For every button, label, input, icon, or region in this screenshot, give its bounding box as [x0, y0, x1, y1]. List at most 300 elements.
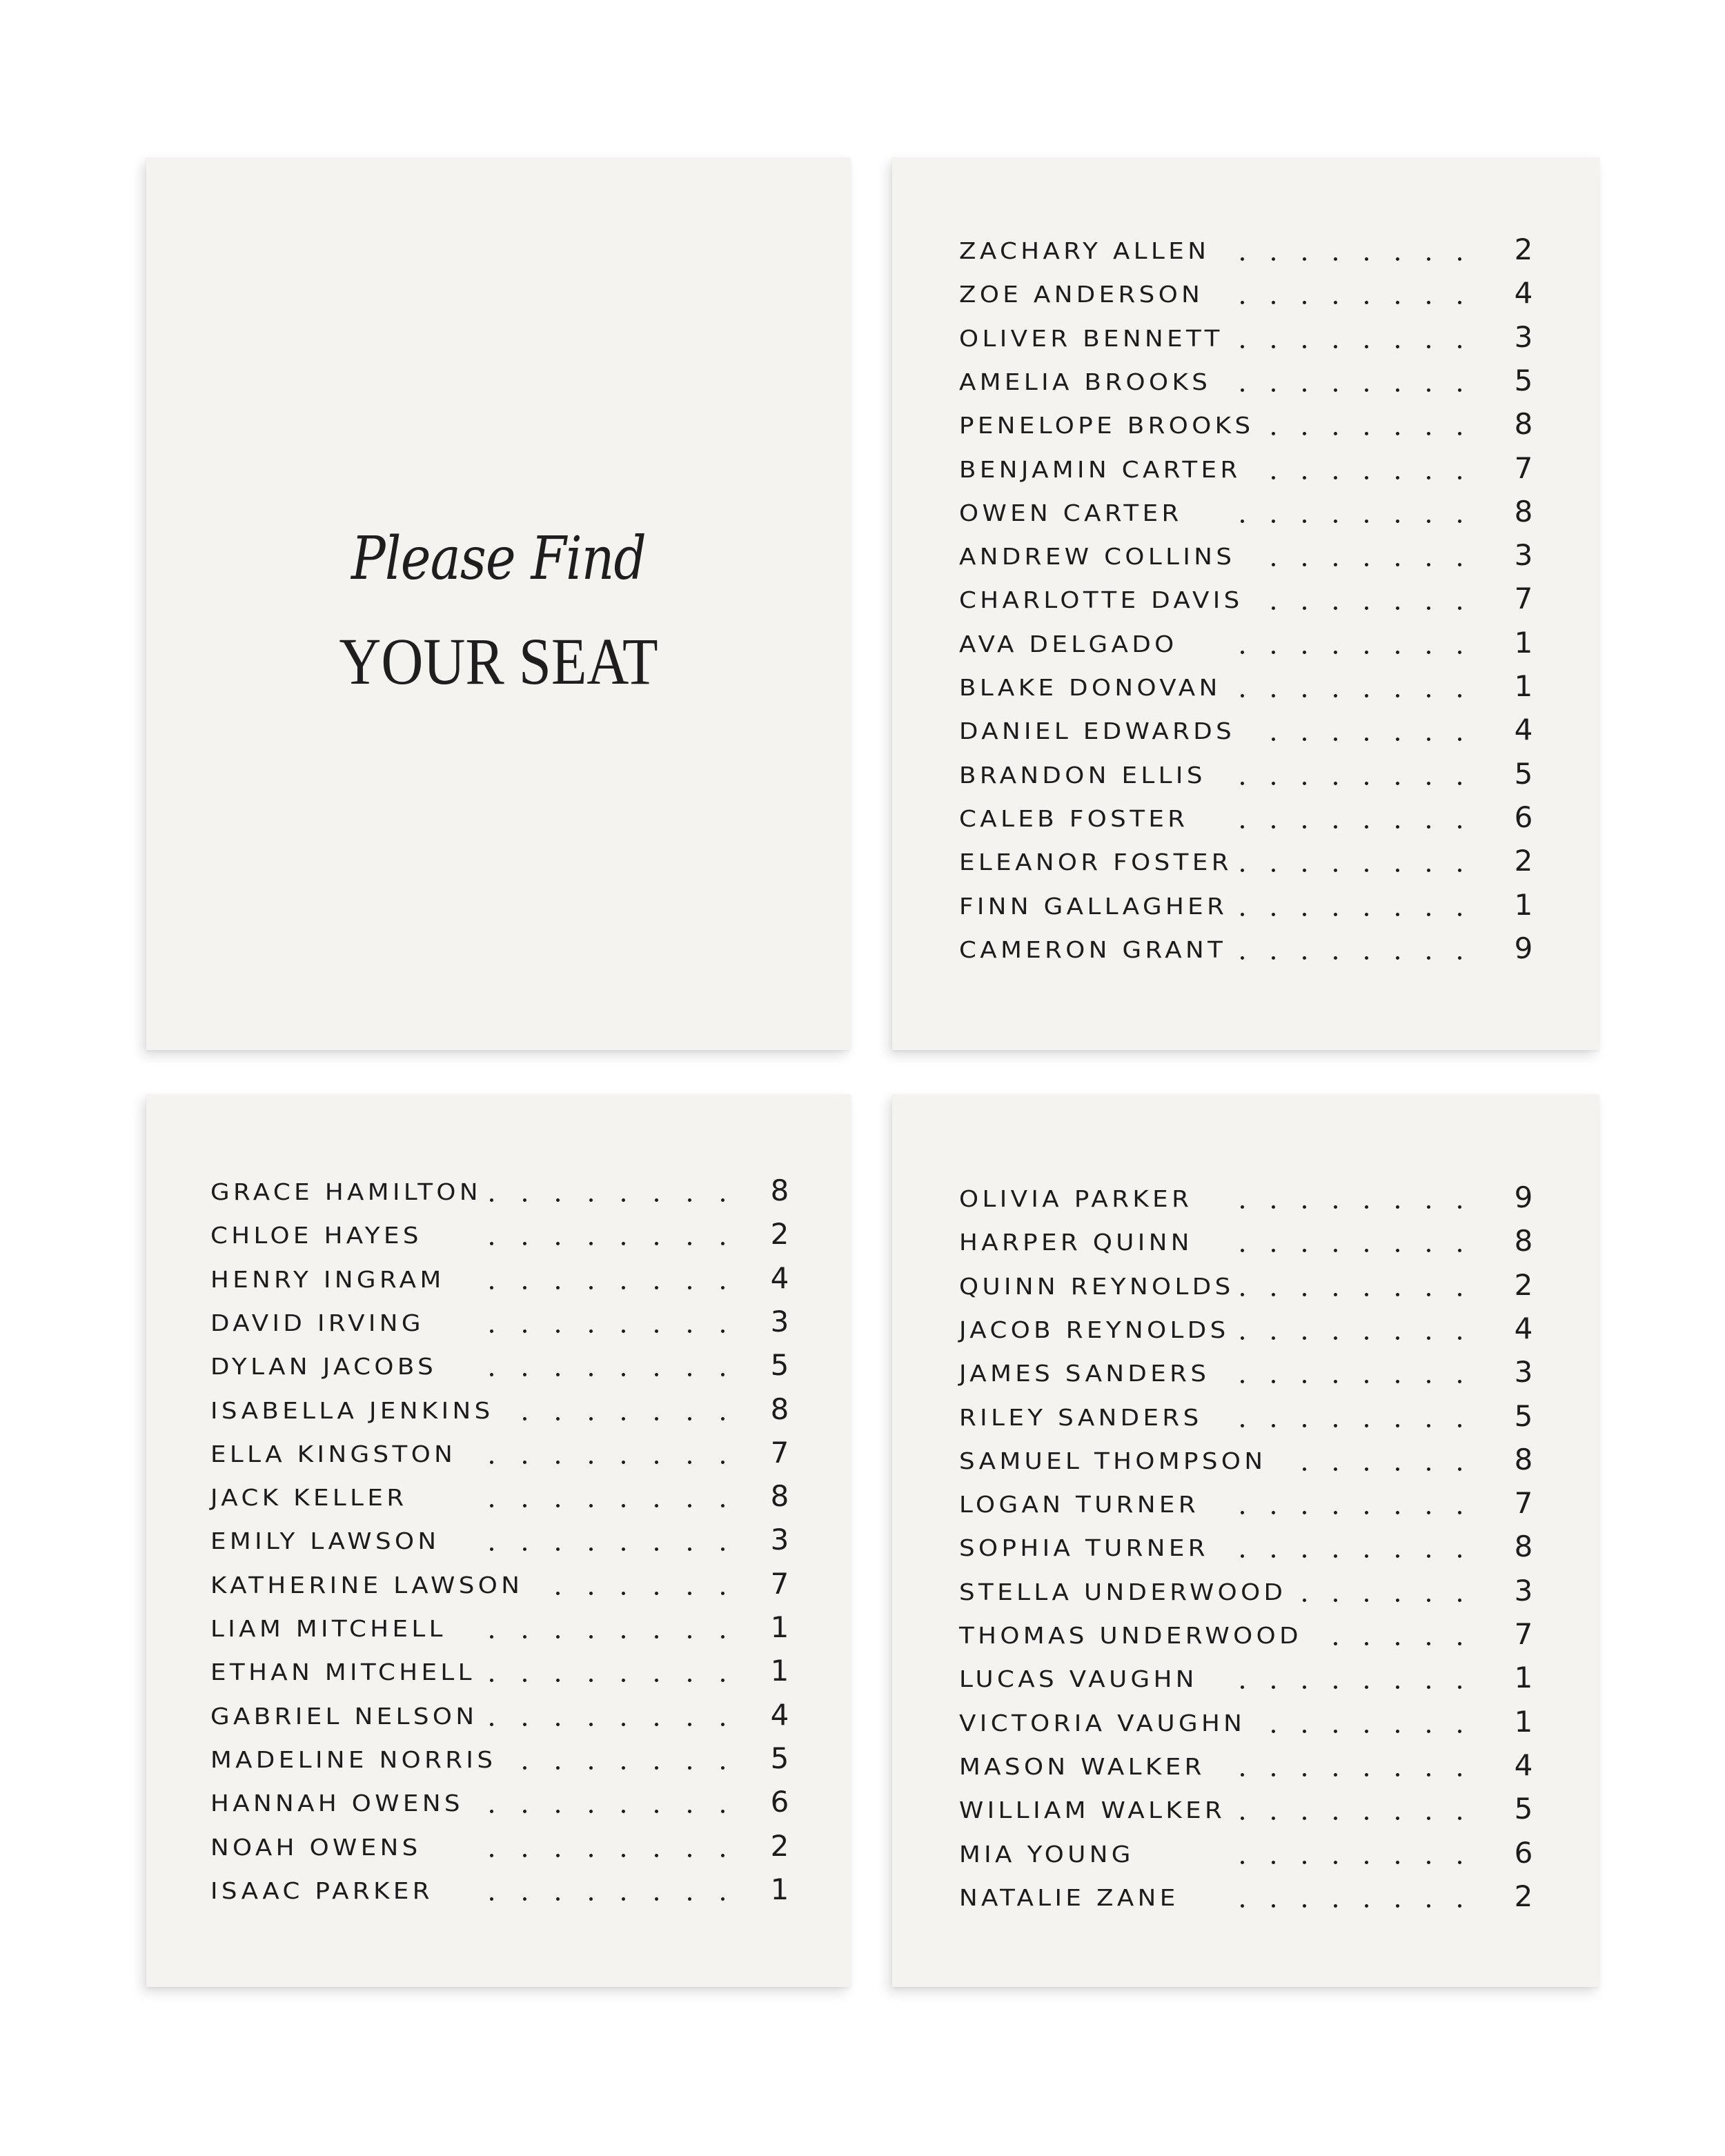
leader-dot [589, 1592, 593, 1595]
leader-dot [1427, 257, 1430, 261]
dot-leader [490, 1790, 724, 1817]
leader-dot [523, 1854, 526, 1857]
leader-dot [1427, 1773, 1430, 1777]
dot-leader [490, 1266, 724, 1294]
leader-dot [655, 1897, 658, 1901]
leader-dot [1241, 1336, 1244, 1340]
leader-dot [1427, 1249, 1430, 1252]
dot-leader [1241, 543, 1461, 571]
leader-dot [1303, 1249, 1306, 1252]
leader-dot [1396, 520, 1399, 523]
leader-dot [1334, 345, 1337, 348]
leader-dot [523, 1723, 526, 1726]
leader-dot [1427, 1861, 1430, 1864]
leader-dot [589, 1417, 593, 1421]
dot-leader [1241, 936, 1461, 964]
leader-dot [556, 1592, 560, 1595]
leader-dot [1458, 345, 1461, 348]
guest-row [146, 1654, 851, 1688]
table-number: 2 [770, 1217, 789, 1252]
table-number: 2 [1514, 1879, 1533, 1913]
leader-dot [523, 1373, 526, 1376]
leader-dot [1303, 1685, 1306, 1689]
leader-dot [1303, 1817, 1306, 1820]
table-number: 5 [1514, 363, 1533, 397]
leader-dot [1396, 1467, 1399, 1471]
leader-dot [1427, 1380, 1430, 1383]
table-number: 8 [770, 1479, 789, 1514]
leader-dot [1427, 301, 1430, 304]
leader-dot [1365, 1904, 1368, 1908]
leader-dot [1396, 388, 1399, 392]
guest-row [892, 713, 1599, 747]
guest-name: ZACHARY ALLEN [959, 237, 1210, 264]
leader-dot [1365, 1511, 1368, 1514]
table-number: 1 [1514, 1661, 1533, 1695]
table-number: 6 [1514, 800, 1533, 834]
guest-name: JACK KELLER [210, 1484, 408, 1512]
guest-name: BRANDON ELLIS [959, 761, 1206, 789]
leader-dot [1272, 1554, 1275, 1558]
leader-dot [1303, 1205, 1306, 1209]
leader-dot [490, 1242, 493, 1245]
leader-dot [1458, 1467, 1461, 1471]
leader-dot [1334, 1554, 1337, 1558]
guest-row [892, 1792, 1599, 1826]
dot-leader [490, 1309, 724, 1337]
leader-dot [1303, 606, 1306, 610]
leader-dot [1396, 1685, 1399, 1689]
leader-dot [1365, 301, 1368, 304]
leader-dot [1241, 956, 1244, 960]
leader-dot [523, 1766, 526, 1770]
dot-leader [1241, 325, 1461, 353]
leader-dot [655, 1373, 658, 1376]
leader-dot [1396, 1554, 1399, 1558]
leader-dot [1303, 825, 1306, 829]
guest-name: ELLA KINGSTON [210, 1440, 457, 1467]
guest-name: CHLOE HAYES [210, 1222, 422, 1249]
leader-dot [1241, 1424, 1244, 1427]
leader-dot [1396, 1861, 1399, 1864]
dot-leader [490, 1527, 724, 1555]
guest-name: QUINN REYNOLDS [959, 1272, 1234, 1300]
table-number: 3 [1514, 1355, 1533, 1389]
leader-dot [1334, 432, 1337, 435]
leader-dot [1272, 1511, 1275, 1514]
seating-card-a [892, 157, 1599, 1050]
leader-dot [655, 1635, 658, 1639]
table-number: 7 [1514, 1486, 1533, 1521]
leader-dot [1458, 651, 1461, 654]
headline-script: Please Find [351, 524, 647, 593]
leader-dot [721, 1461, 724, 1464]
leader-dot [1272, 1205, 1275, 1209]
seating-card-b [146, 1094, 851, 1987]
guest-row [892, 844, 1599, 878]
leader-dot [1303, 1554, 1306, 1558]
table-number: 5 [1514, 1792, 1533, 1826]
guest-row [892, 669, 1599, 703]
table-number: 4 [1514, 276, 1533, 310]
leader-dot [688, 1547, 691, 1551]
leader-dot [1303, 869, 1306, 872]
table-number: 1 [770, 1654, 789, 1688]
dot-leader [490, 1659, 724, 1686]
leader-dot [1365, 345, 1368, 348]
guest-row [892, 319, 1599, 354]
guest-name: RILEY SANDERS [959, 1403, 1203, 1431]
table-number: 3 [1514, 319, 1533, 354]
leader-dot [523, 1286, 526, 1289]
leader-dot [1365, 1205, 1368, 1209]
leader-dot [523, 1417, 526, 1421]
guest-row [146, 1304, 851, 1338]
dot-leader [1241, 893, 1461, 920]
leader-dot [1396, 1293, 1399, 1296]
guest-row [892, 1355, 1599, 1389]
leader-dot [1303, 432, 1306, 435]
leader-dot [1303, 1467, 1306, 1471]
leader-dot [1241, 651, 1244, 654]
leader-dot [1427, 1424, 1430, 1427]
dot-leader [1241, 1797, 1461, 1824]
guest-row [892, 1835, 1599, 1870]
leader-dot [589, 1504, 593, 1507]
leader-dot [1427, 782, 1430, 785]
table-number: 2 [770, 1828, 789, 1863]
dot-leader [1241, 718, 1461, 745]
leader-dot [721, 1766, 724, 1770]
leader-dot [1272, 694, 1275, 698]
leader-dot [1458, 1424, 1461, 1427]
leader-dot [688, 1679, 691, 1682]
leader-dot [1396, 1599, 1399, 1602]
guest-name: EMILY LAWSON [210, 1527, 440, 1555]
guest-name: HARPER QUINN [959, 1229, 1193, 1256]
guest-name: ELEANOR FOSTER [959, 849, 1232, 876]
leader-dot [622, 1766, 625, 1770]
leader-dot [1334, 520, 1337, 523]
leader-dot [589, 1198, 593, 1202]
leader-dot [1427, 825, 1430, 829]
leader-dot [523, 1810, 526, 1813]
leader-dot [1365, 1249, 1368, 1252]
leader-dot [1334, 1380, 1337, 1383]
table-number: 9 [1514, 931, 1533, 965]
guest-name: MIA YOUNG [959, 1840, 1134, 1868]
guest-row [146, 1260, 851, 1295]
table-number: 3 [770, 1523, 789, 1557]
leader-dot [490, 1723, 493, 1726]
guest-name: FINN GALLAGHER [959, 892, 1228, 920]
leader-dot [1303, 956, 1306, 960]
guest-row [146, 1610, 851, 1644]
leader-dot [655, 1723, 658, 1726]
leader-dot [1427, 345, 1430, 348]
leader-dot [721, 1417, 724, 1421]
table-number: 4 [1514, 1748, 1533, 1782]
dot-leader [490, 1572, 724, 1599]
leader-dot [1458, 1554, 1461, 1558]
leader-dot [1458, 476, 1461, 479]
guest-name: ETHAN MITCHELL [210, 1659, 475, 1686]
leader-dot [1334, 1249, 1337, 1252]
leader-dot [721, 1547, 724, 1551]
leader-dot [589, 1897, 593, 1901]
leader-dot [1396, 301, 1399, 304]
table-number: 8 [770, 1392, 789, 1426]
guest-name: MADELINE NORRIS [210, 1745, 497, 1773]
leader-dot [1241, 257, 1244, 261]
leader-dot [1458, 1511, 1461, 1514]
leader-dot [688, 1198, 691, 1202]
leader-dot [556, 1766, 560, 1770]
dot-leader [1241, 1710, 1461, 1737]
leader-dot [1427, 694, 1430, 698]
leader-dot [688, 1810, 691, 1813]
leader-dot [1365, 1685, 1368, 1689]
leader-dot [1458, 1861, 1461, 1864]
leader-dot [1396, 956, 1399, 960]
leader-dot [1458, 1642, 1461, 1645]
guest-row [892, 887, 1599, 922]
guest-row [892, 1311, 1599, 1345]
leader-dot [1365, 869, 1368, 872]
leader-dot [1458, 1599, 1461, 1602]
leader-dot [1427, 1685, 1430, 1689]
guest-name: KATHERINE LAWSON [210, 1571, 524, 1599]
leader-dot [622, 1373, 625, 1376]
leader-dot [589, 1242, 593, 1245]
leader-dot [1334, 1599, 1337, 1602]
leader-dot [556, 1373, 560, 1376]
leader-dot [721, 1723, 724, 1726]
leader-dot [490, 1897, 493, 1901]
leader-dot [622, 1592, 625, 1595]
leader-dot [1334, 651, 1337, 654]
leader-dot [622, 1810, 625, 1813]
leader-dot [1334, 1817, 1337, 1820]
table-number: 3 [1514, 538, 1533, 573]
guest-row [892, 625, 1599, 660]
guest-row [892, 1530, 1599, 1564]
dot-leader [1241, 849, 1461, 876]
leader-dot [1241, 1511, 1244, 1514]
leader-dot [688, 1417, 691, 1421]
leader-dot [1334, 825, 1337, 829]
leader-dot [556, 1897, 560, 1901]
table-number: 6 [1514, 1835, 1533, 1870]
leader-dot [1458, 257, 1461, 261]
leader-dot [1458, 694, 1461, 698]
guest-name: CAMERON GRANT [959, 936, 1227, 963]
dot-leader [1241, 237, 1461, 265]
guest-name: AVA DELGADO [959, 630, 1178, 657]
guest-row [146, 1785, 851, 1819]
dot-leader [1241, 1404, 1461, 1432]
leader-dot [556, 1504, 560, 1507]
guest-name: SAMUEL THOMPSON [959, 1447, 1267, 1474]
leader-dot [556, 1417, 560, 1421]
leader-dot [1365, 388, 1368, 392]
guest-name: MASON WALKER [959, 1752, 1205, 1780]
leader-dot [1272, 651, 1275, 654]
leader-dot [1427, 606, 1430, 610]
leader-dot [1365, 1293, 1368, 1296]
leader-dot [1303, 1599, 1306, 1602]
guest-name: ISAAC PARKER [210, 1877, 433, 1904]
table-number: 1 [1514, 625, 1533, 660]
guest-row [146, 1741, 851, 1775]
leader-dot [688, 1286, 691, 1289]
leader-dot [622, 1854, 625, 1857]
leader-dot [655, 1679, 658, 1682]
leader-dot [1365, 1817, 1368, 1820]
leader-dot [1334, 1773, 1337, 1777]
leader-dot [1272, 782, 1275, 785]
leader-dot [688, 1635, 691, 1639]
leader-dot [1427, 1730, 1430, 1733]
leader-dot [1396, 1730, 1399, 1733]
leader-dot [622, 1635, 625, 1639]
leader-dot [1303, 345, 1306, 348]
leader-dot [1272, 869, 1275, 872]
leader-dot [688, 1766, 691, 1770]
guest-row [892, 276, 1599, 310]
leader-dot [1241, 869, 1244, 872]
guest-name: ZOE ANDERSON [959, 281, 1204, 308]
dot-leader [1241, 1273, 1461, 1300]
table-number: 6 [770, 1785, 789, 1819]
leader-dot [622, 1461, 625, 1464]
table-number: 5 [1514, 756, 1533, 791]
leader-dot [688, 1461, 691, 1464]
dot-leader [1241, 1534, 1461, 1562]
guest-name: LUCAS VAUGHN [959, 1665, 1198, 1693]
leader-dot [1272, 1249, 1275, 1252]
leader-dot [1303, 738, 1306, 741]
leader-dot [622, 1897, 625, 1901]
leader-dot [1396, 782, 1399, 785]
table-number: 5 [770, 1348, 789, 1383]
dot-leader [1241, 1360, 1461, 1387]
leader-dot [1334, 476, 1337, 479]
table-number: 1 [1514, 669, 1533, 703]
leader-dot [1272, 825, 1275, 829]
leader-dot [1241, 1861, 1244, 1864]
leader-dot [1396, 345, 1399, 348]
guest-row [146, 1174, 851, 1207]
leader-dot [1334, 694, 1337, 698]
leader-dot [1272, 1773, 1275, 1777]
leader-dot [556, 1461, 560, 1464]
guest-name: WILLIAM WALKER [959, 1797, 1226, 1824]
leader-dot [1241, 1904, 1244, 1908]
leader-dot [556, 1286, 560, 1289]
leader-dot [1303, 520, 1306, 523]
leader-dot [589, 1547, 593, 1551]
table-number: 4 [1514, 1311, 1533, 1345]
leader-dot [1272, 301, 1275, 304]
leader-dot [1272, 476, 1275, 479]
leader-dot [1396, 1380, 1399, 1383]
leader-dot [1427, 869, 1430, 872]
guest-row [892, 756, 1599, 791]
table-number: 1 [1514, 1704, 1533, 1739]
leader-dot [1334, 1336, 1337, 1340]
guest-row [146, 1523, 851, 1557]
leader-dot [1303, 1861, 1306, 1864]
dot-leader [1241, 1884, 1461, 1912]
table-number: 7 [1514, 1617, 1533, 1651]
guest-row [146, 1828, 851, 1863]
leader-dot [589, 1286, 593, 1289]
table-number: 8 [1514, 1224, 1533, 1258]
leader-dot [1241, 1249, 1244, 1252]
leader-dot [1458, 1773, 1461, 1777]
leader-dot [589, 1679, 593, 1682]
leader-dot [1272, 1380, 1275, 1383]
leader-dot [1334, 782, 1337, 785]
leader-dot [1396, 1205, 1399, 1209]
guest-name: NATALIE ZANE [959, 1883, 1179, 1911]
leader-dot [1303, 694, 1306, 698]
guest-name: BENJAMIN CARTER [959, 455, 1241, 483]
leader-dot [589, 1635, 593, 1639]
leader-dot [556, 1810, 560, 1813]
dot-leader [1241, 1579, 1461, 1606]
guest-name: STELLA UNDERWOOD [959, 1578, 1287, 1605]
table-number: 8 [1514, 1442, 1533, 1476]
guest-name: HANNAH OWENS [210, 1790, 464, 1817]
leader-dot [1365, 738, 1368, 741]
leader-dot [1272, 1336, 1275, 1340]
leader-dot [556, 1547, 560, 1551]
leader-dot [1458, 782, 1461, 785]
leader-dot [1241, 1554, 1244, 1558]
leader-dot [556, 1679, 560, 1682]
leader-dot [1427, 738, 1430, 741]
leader-dot [1334, 563, 1337, 566]
leader-dot [721, 1635, 724, 1639]
table-number: 7 [1514, 582, 1533, 616]
leader-dot [523, 1461, 526, 1464]
leader-dot [1272, 913, 1275, 916]
leader-dot [688, 1504, 691, 1507]
leader-dot [721, 1198, 724, 1202]
leader-dot [655, 1417, 658, 1421]
leader-dot [490, 1679, 493, 1682]
dot-leader [490, 1397, 724, 1425]
dot-leader [1241, 1316, 1461, 1344]
guest-row [892, 1704, 1599, 1739]
leader-dot [1303, 563, 1306, 566]
dot-leader [490, 1615, 724, 1643]
leader-dot [1458, 1730, 1461, 1733]
table-number: 8 [1514, 1530, 1533, 1564]
leader-dot [1272, 1904, 1275, 1908]
leader-dot [1365, 1730, 1368, 1733]
leader-dot [688, 1242, 691, 1245]
leader-dot [1272, 1293, 1275, 1296]
guest-name: OWEN CARTER [959, 499, 1183, 526]
leader-dot [1272, 1817, 1275, 1820]
leader-dot [1427, 1467, 1430, 1471]
dot-leader [1241, 631, 1461, 658]
dot-leader [1241, 456, 1461, 484]
table-number: 5 [770, 1741, 789, 1775]
